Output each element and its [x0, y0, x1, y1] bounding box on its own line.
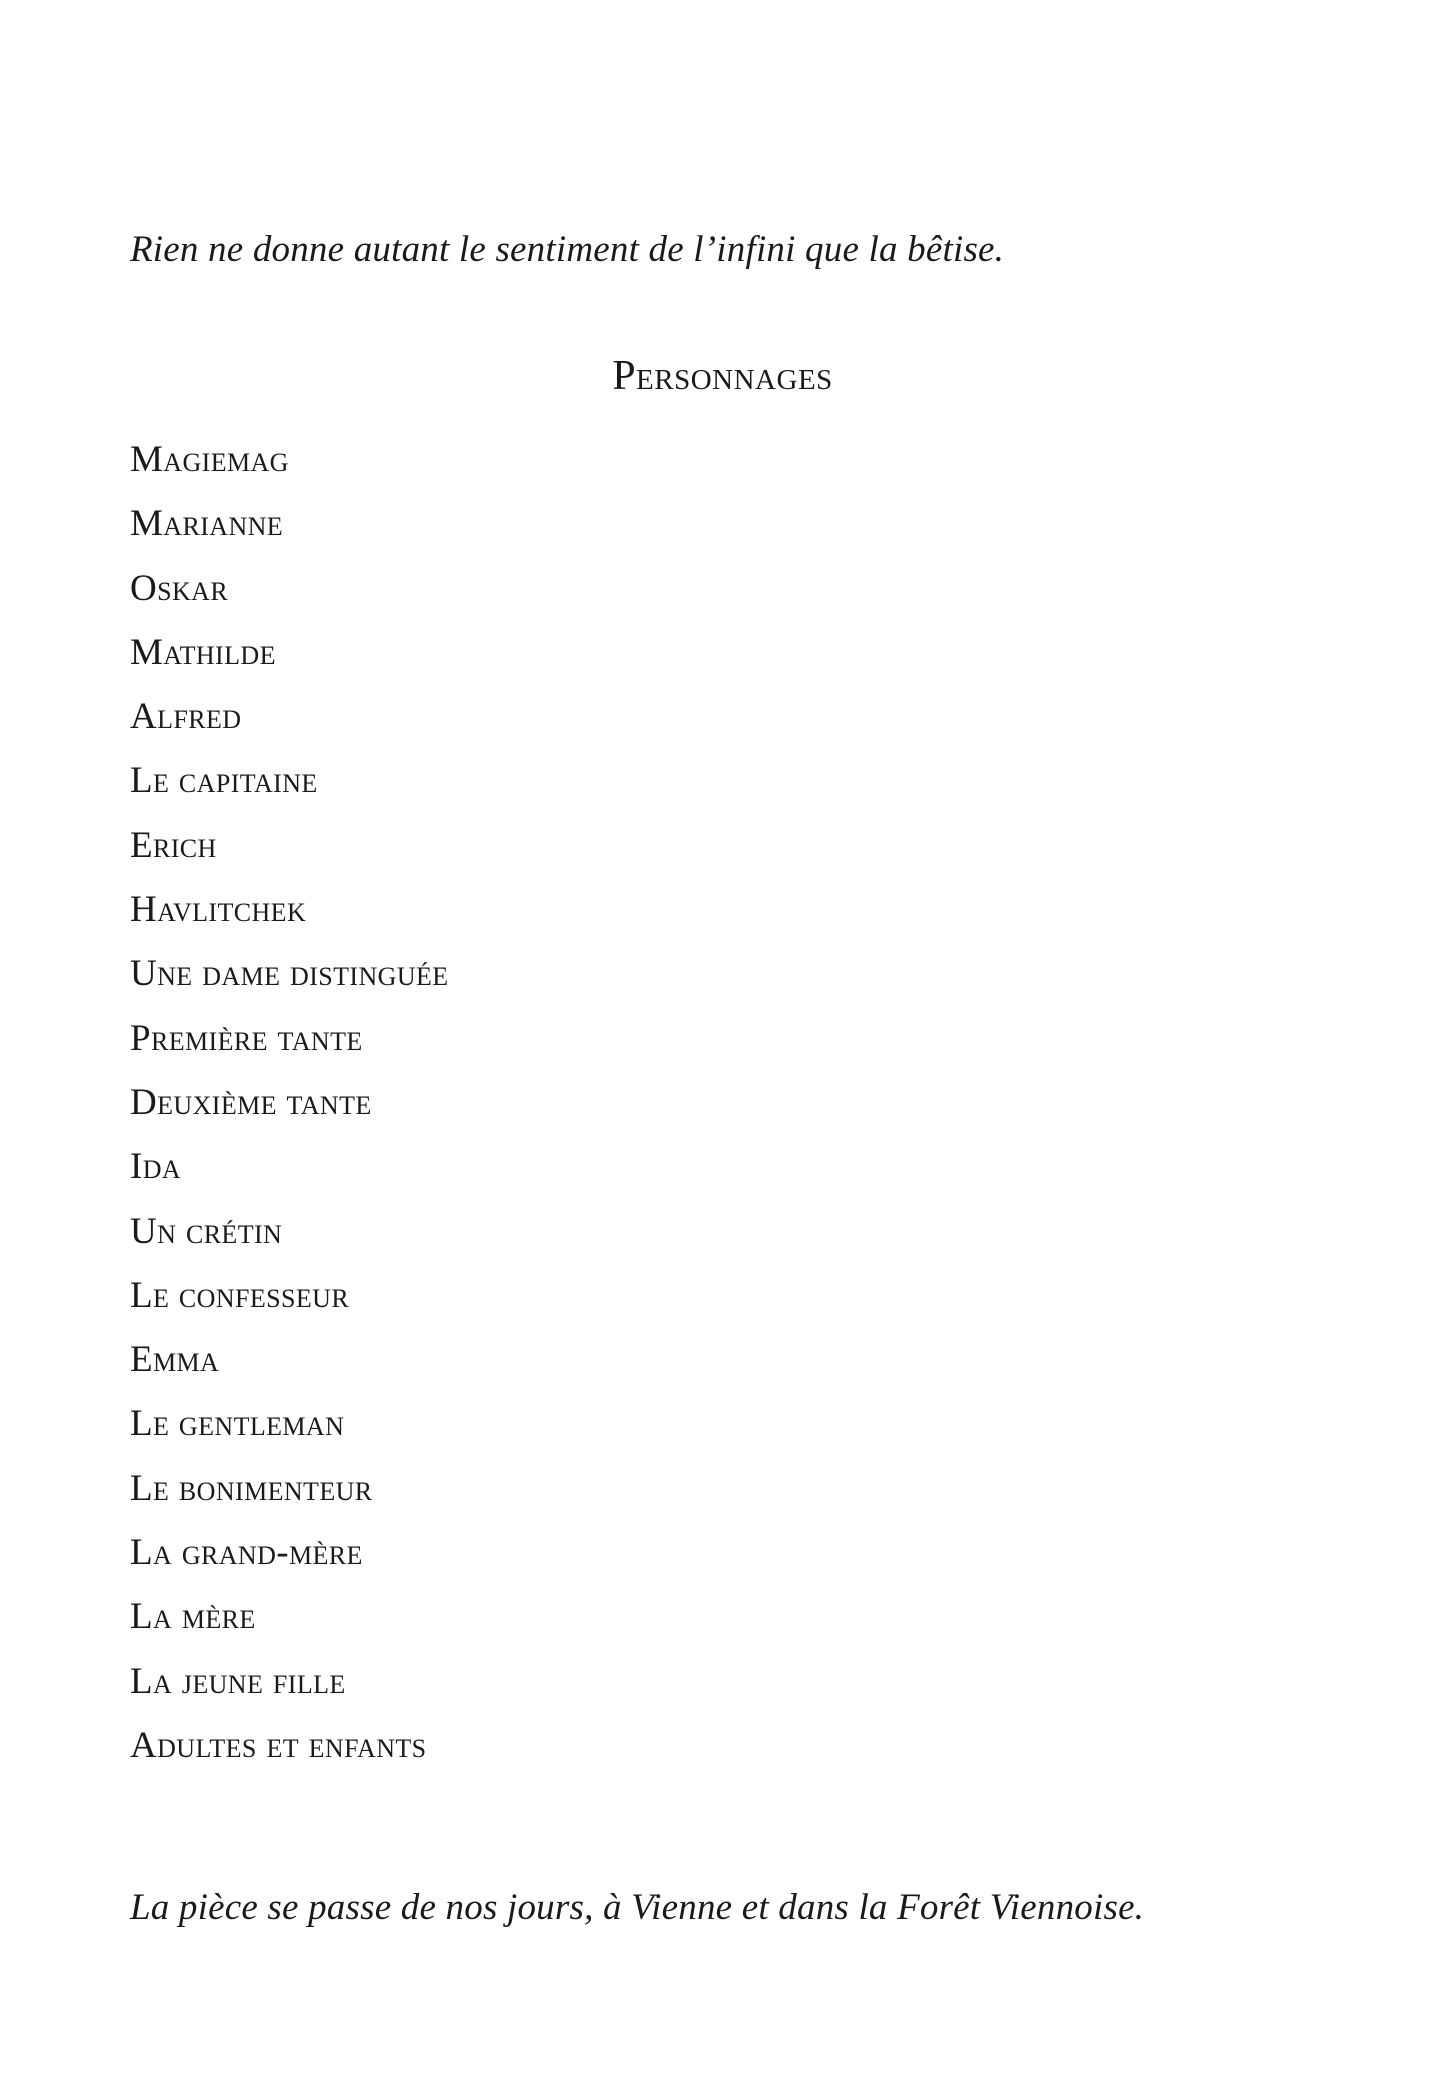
cast-item: Un crétin	[130, 1210, 283, 1252]
cast-item: Alfred	[130, 696, 242, 738]
cast-item: La jeune fille	[130, 1660, 346, 1702]
cast-item: Le confesseur	[130, 1274, 350, 1316]
cast-item: Le bonimenteur	[130, 1467, 373, 1509]
cast-item: Oskar	[130, 567, 229, 609]
cast-item: Deuxième tante	[130, 1081, 372, 1123]
cast-item: Ida	[130, 1146, 182, 1188]
cast-item: Première tante	[130, 1017, 363, 1059]
cast-item: Le capitaine	[130, 760, 318, 802]
cast-item: Marianne	[130, 503, 284, 545]
cast-heading: Personnages	[612, 353, 833, 399]
cast-item: Havlitchek	[130, 889, 307, 931]
cast-item: La mère	[130, 1596, 256, 1638]
setting-note: La pièce se passe de nos jours, à Vienne et dans la Forêt Viennoise.	[130, 1887, 1145, 1928]
cast-item: Mathilde	[130, 631, 276, 673]
cast-item: Une dame distinguée	[130, 953, 449, 995]
epigraph: Rien ne donne autant le sentiment de l’infini que la bêtise.	[130, 229, 1005, 270]
cast-item: Emma	[130, 1339, 220, 1381]
cast-item: Erich	[130, 824, 217, 866]
cast-item: La grand-mère	[130, 1532, 363, 1574]
cast-list	[130, 434, 449, 1784]
cast-item: Magiemag	[130, 439, 289, 480]
cast-item: Le gentleman	[130, 1403, 345, 1445]
cast-item: Adultes et enfants	[130, 1724, 427, 1766]
